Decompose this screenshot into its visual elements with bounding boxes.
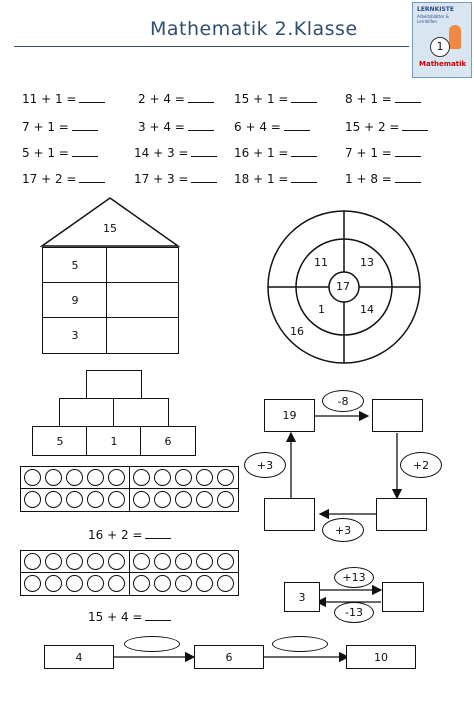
- ten-frame-circle: [154, 575, 171, 592]
- ten-frame-circle: [154, 553, 171, 570]
- equation: 17 + 2 =: [22, 172, 105, 186]
- ten-frame-circle: [87, 491, 104, 508]
- equation: 3 + 4 =: [138, 120, 214, 134]
- target-inner-value: 13: [360, 256, 374, 269]
- equation: 7 + 1 =: [345, 146, 421, 160]
- ten-frame-circle: [24, 575, 41, 592]
- ten-frame-circle: [217, 575, 234, 592]
- ten-frame-circle: [45, 491, 62, 508]
- target-inner-value: 1: [318, 303, 325, 316]
- cycle-answer-box[interactable]: [264, 498, 315, 531]
- ten-frame-circle: [66, 575, 83, 592]
- chain-middle-box: 6: [194, 645, 264, 669]
- pyramid-middle-cell[interactable]: [59, 398, 115, 428]
- equation: 6 + 4 =: [234, 120, 310, 134]
- ten-frame-circle: [175, 469, 192, 486]
- ten-frame-circle: [133, 469, 150, 486]
- house-cell-answer[interactable]: [106, 282, 179, 319]
- cycle-answer-box[interactable]: [372, 399, 423, 432]
- answer-blank[interactable]: [145, 528, 171, 539]
- ten-frame-circle: [66, 553, 83, 570]
- target-inner-value: 14: [360, 303, 374, 316]
- ten-frame-circle: [133, 553, 150, 570]
- cover-subject: Mathematik: [419, 60, 467, 68]
- answer-blank[interactable]: [284, 120, 310, 131]
- target-outer-value: 16: [290, 325, 304, 338]
- cover-subtitle: Arbeitsblätter & Lernhilfen: [417, 14, 449, 24]
- page-title: Mathematik 2.Klasse: [150, 18, 358, 40]
- answer-blank[interactable]: [395, 146, 421, 157]
- cycle-op-left: +3: [244, 452, 286, 478]
- ten-frame-circle: [45, 469, 62, 486]
- ten-frame-circle: [196, 491, 213, 508]
- equation: 7 + 1 =: [22, 120, 98, 134]
- chain-op-oval[interactable]: [124, 636, 180, 652]
- target-inner-value: 11: [314, 256, 328, 269]
- pyramid-middle-cell[interactable]: [113, 398, 169, 428]
- answer-blank[interactable]: [402, 120, 428, 131]
- ten-frame-circle: [175, 553, 192, 570]
- answer-blank[interactable]: [79, 172, 105, 183]
- ten-frame-circle: [87, 575, 104, 592]
- ten-frame-circle: [175, 575, 192, 592]
- ten-frame-circle: [45, 575, 62, 592]
- cover-brand: LERNKISTE: [417, 6, 454, 13]
- book-cover-image: [412, 2, 472, 78]
- pyramid-bottom-cell: 6: [140, 426, 196, 456]
- ten-frame-circle: [217, 553, 234, 570]
- equation: 18 + 1 =: [234, 172, 317, 186]
- ten-frame-circle: [108, 469, 125, 486]
- house-cell-left: 3: [42, 317, 108, 354]
- ten-frame-circle: [154, 491, 171, 508]
- ten-frame-circle: [175, 491, 192, 508]
- cycle-start-box: 19: [264, 399, 315, 432]
- cycle-op-top: -8: [322, 390, 364, 412]
- answer-blank[interactable]: [191, 172, 217, 183]
- pyramid-top-cell[interactable]: [86, 370, 142, 400]
- house-roof-value: 15: [103, 222, 117, 235]
- ten-frame-circle: [196, 575, 213, 592]
- ten-frame-circle: [24, 491, 41, 508]
- ten-frame-circle: [66, 491, 83, 508]
- answer-blank[interactable]: [291, 146, 317, 157]
- answer-blank[interactable]: [291, 92, 317, 103]
- equation: 15 + 2 =: [345, 120, 428, 134]
- ten-frame-circle: [196, 553, 213, 570]
- house-cell-answer[interactable]: [106, 247, 179, 284]
- equation: 1 + 8 =: [345, 172, 421, 186]
- inverse-left-box: 3: [284, 582, 320, 612]
- answer-blank[interactable]: [395, 172, 421, 183]
- equation: 11 + 1 =: [22, 92, 105, 106]
- answer-blank[interactable]: [188, 120, 214, 131]
- pyramid-bottom-cell: 1: [86, 426, 142, 456]
- title-underline: [14, 46, 409, 47]
- ten-frame-circle: [87, 553, 104, 570]
- ten-frame-circle: [108, 553, 125, 570]
- equation: 15 + 1 =: [234, 92, 317, 106]
- inverse-op-bottom: -13: [334, 602, 374, 623]
- chain-start-box: 4: [44, 645, 114, 669]
- ten-frame-circle: [133, 491, 150, 508]
- cover-number: 1: [430, 37, 450, 57]
- ten-frame-circle: [24, 469, 41, 486]
- equation: 5 + 1 =: [22, 146, 98, 160]
- equation: 2 + 4 =: [138, 92, 214, 106]
- answer-blank[interactable]: [72, 146, 98, 157]
- answer-blank[interactable]: [395, 92, 421, 103]
- answer-blank[interactable]: [188, 92, 214, 103]
- ten-frame-circle: [217, 491, 234, 508]
- house-cell-left: 5: [42, 247, 108, 284]
- equation: 14 + 3 =: [134, 146, 217, 160]
- cycle-op-right: +2: [400, 452, 442, 478]
- ten-frame-circle: [133, 575, 150, 592]
- target-center-value: 17: [336, 280, 350, 293]
- ten-frame-circle: [154, 469, 171, 486]
- house-cell-left: 9: [42, 282, 108, 319]
- chain-op-oval[interactable]: [272, 636, 328, 652]
- equation: 17 + 3 =: [134, 172, 217, 186]
- equation: 8 + 1 =: [345, 92, 421, 106]
- cycle-answer-box[interactable]: [376, 498, 427, 531]
- answer-blank[interactable]: [291, 172, 317, 183]
- answer-blank[interactable]: [72, 120, 98, 131]
- inverse-right-box[interactable]: [382, 582, 424, 612]
- ten-frame-circle: [87, 469, 104, 486]
- answer-blank[interactable]: [191, 146, 217, 157]
- ten-frame-circle: [196, 469, 213, 486]
- equation: 16 + 1 =: [234, 146, 317, 160]
- ten-frame-circle: [217, 469, 234, 486]
- ten-frame-circle: [24, 553, 41, 570]
- ten-frame-circle: [108, 575, 125, 592]
- rocket-icon: [449, 25, 461, 49]
- ten-frame-circle: [66, 469, 83, 486]
- house-cell-answer[interactable]: [106, 317, 179, 354]
- cycle-op-bottom: +3: [322, 518, 364, 542]
- inverse-op-top: +13: [334, 567, 374, 588]
- pyramid-bottom-cell: 5: [32, 426, 88, 456]
- chain-end-box: 10: [346, 645, 416, 669]
- answer-blank[interactable]: [145, 610, 171, 621]
- ten-frame-circle: [45, 553, 62, 570]
- ten-frame-equation: 16 + 2 =: [88, 528, 171, 542]
- ten-frame-circle: [108, 491, 125, 508]
- answer-blank[interactable]: [79, 92, 105, 103]
- ten-frame-equation: 15 + 4 =: [88, 610, 171, 624]
